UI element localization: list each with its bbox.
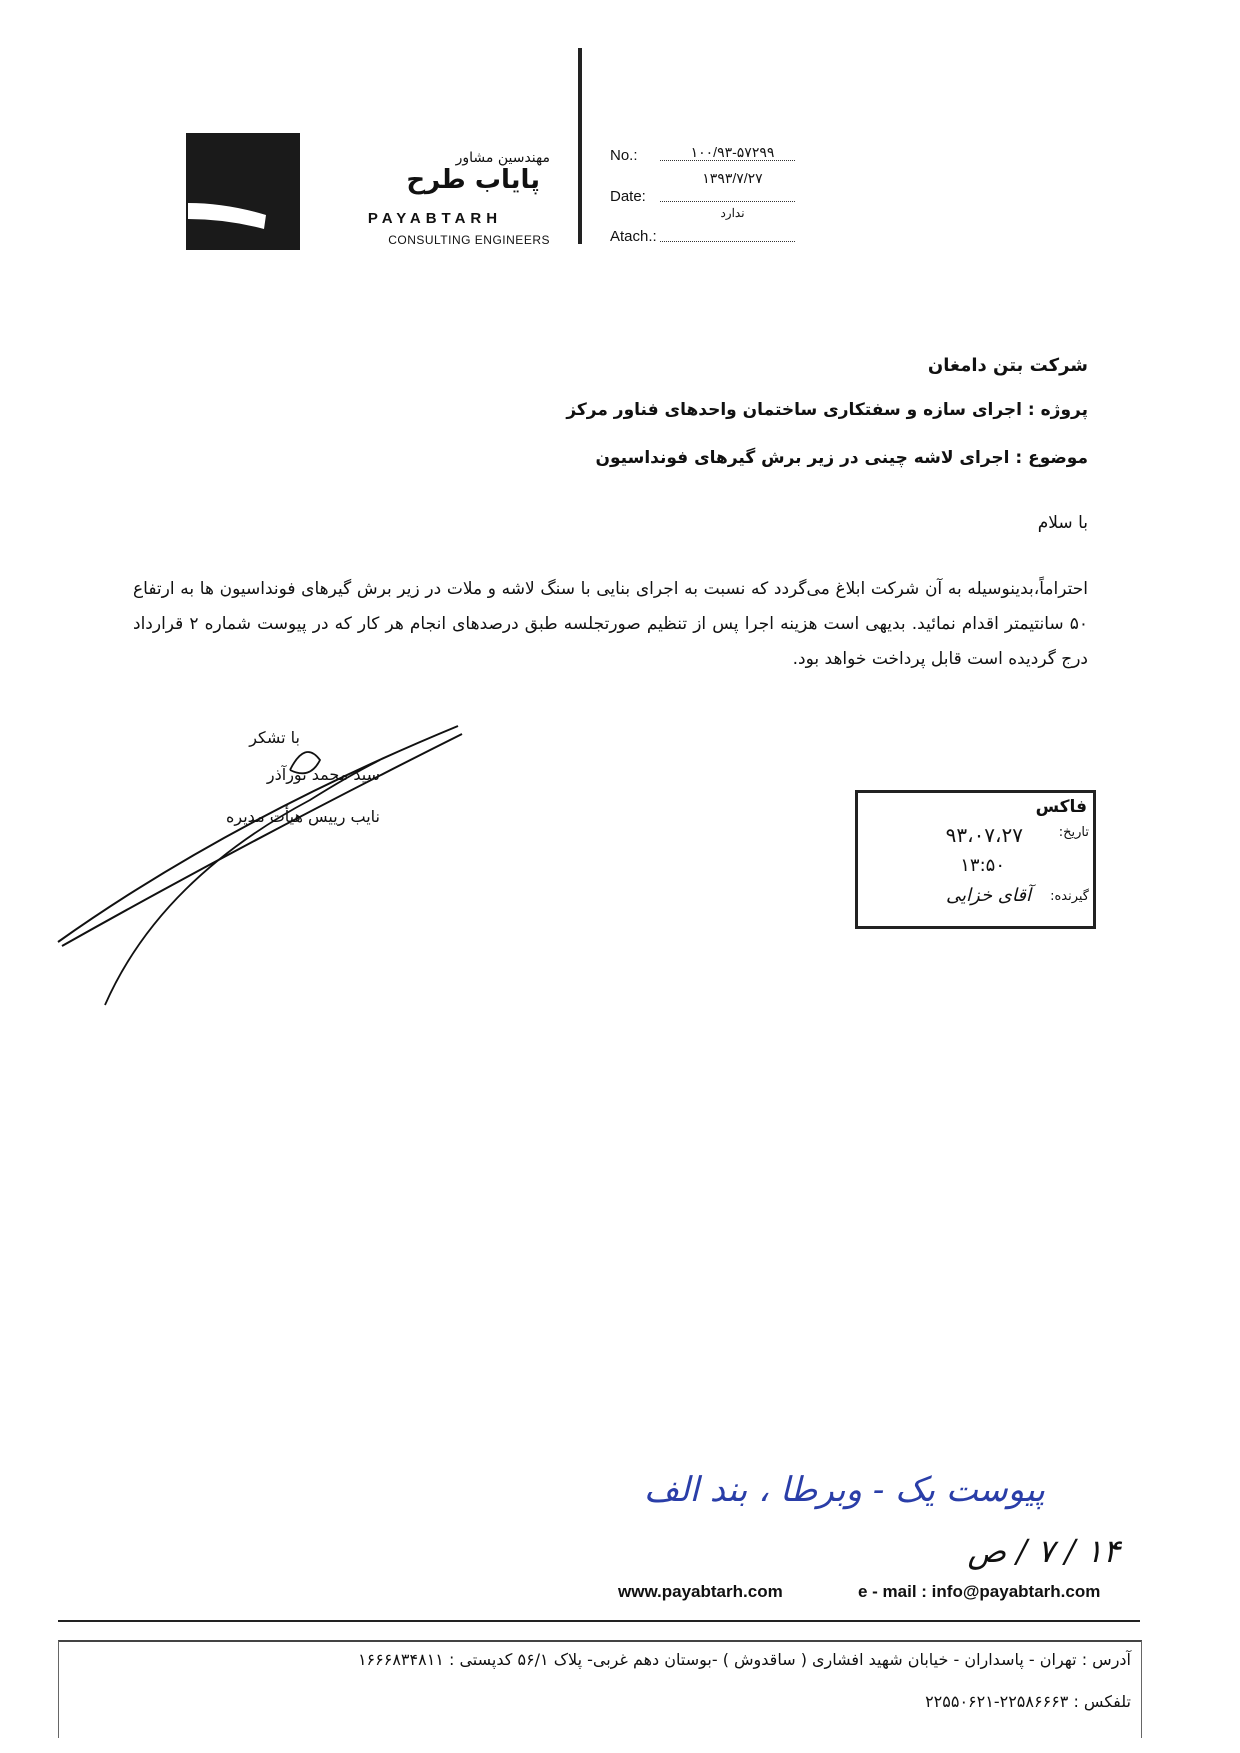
brand-name-fa: پایاب طرح [406,165,540,195]
footer-address: آدرس : تهران - پاسداران - خیابان شهید افشاری ( ساقدوش ) -بوستان دهم غربی- پلاک ۵۶/۱ کدپستی : ۱۶۶۶۸۳۴۸۱۱ [357,1650,1131,1669]
stamp-title: فاکس [1035,797,1087,817]
company-logo [186,133,300,250]
signature [50,720,470,1010]
stamp-date: ۹۳،۰۷،۲۷ [945,823,1023,847]
header-divider [578,48,582,244]
letter-number-label: No.: [610,147,638,164]
dotted-line [660,241,795,242]
handwritten-number: ۱۴ / ۷ / ص [967,1532,1120,1570]
footer-email: e - mail : info@payabtarh.com [858,1582,1101,1601]
closing: با تشکر [249,728,300,747]
brand-name-en: PAYABTARH [367,210,503,227]
footer-website: www.payabtarh.com [618,1582,783,1601]
brand-subtitle-en: CONSULTING ENGINEERS [388,233,550,247]
stamp-receiver: آقای خزایی [946,885,1031,906]
stamp-receiver-label: گیرنده: [1050,889,1089,904]
letter-body: احتراماً،بدینوسیله به آن شرکت ابلاغ می‌گردد که نسبت به اجرای بنایی با سنگ لاشه و ملات در زیر برش گیرهای فونداسیون ها به ارتفاع ۵۰ سانتیمتر اقدام نمائید. بدیهی است هزینه اجرا پس از تنظیم صورتجلسه طبق درصدهای انجام هر کار که در پیوست شماره ۲ قرارداد درج گردیده است قابل پرداخت خواهد بود. [133,579,1088,669]
logo-mark [186,133,300,250]
footer-phone: تلفکس : ۲۲۵۸۶۶۶۳-۲۲۵۵۰۶۲۱ [925,1692,1131,1711]
letter-date-value: ۱۳۹۳/۷/۲۷ [702,170,763,186]
greeting: با سلام [1037,513,1088,533]
fax-stamp [855,790,1096,929]
letter-attachment-label: Atach.: [610,228,657,245]
letter-attachment-field [610,206,795,245]
letter-date-label: Date: [610,188,646,205]
letter-number-value: ۱۰۰/۹۳-۵۷۲۹۹ [690,144,775,160]
handwritten-note: پیوست یک - وبرطا ، بند الف [644,1470,1045,1510]
subject-line: موضوع : اجرای لاشه چینی در زیر برش گیرهای فونداسیون [595,448,1088,468]
footer-divider [58,1620,1140,1622]
project-line: پروژه : اجرای سازه و سفتکاری ساختمان واحدهای فناور مرکز [566,400,1088,420]
stamp-date-label: تاریخ: [1058,825,1089,840]
letter-number-field [610,144,795,164]
signer-name: سید محمد نورآذر [266,765,380,784]
letter-attachment-value: ندارد [720,206,745,220]
signer-title: نایب رییس هیأت مدیره [226,807,380,826]
recipient: شرکت بتن دامغان [927,355,1088,376]
stamp-time: ۱۳:۵۰ [960,855,1005,876]
letter-date-field [610,170,795,205]
dotted-line [660,201,795,202]
brand-subtitle-fa: مهندسین مشاور [455,150,550,166]
footer-contact-box [58,1640,1142,1738]
